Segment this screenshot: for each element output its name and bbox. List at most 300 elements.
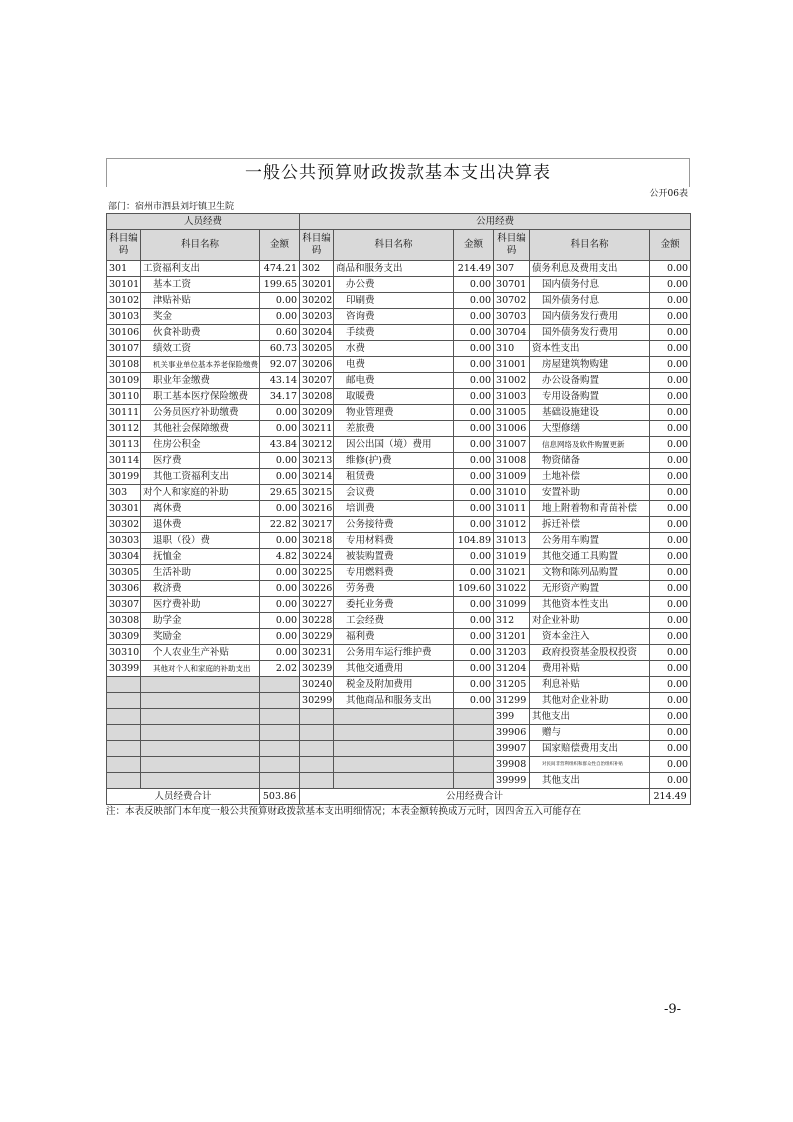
cell-name: 邮电费 [334, 373, 454, 389]
cell-name [141, 757, 260, 773]
cell-name: 其他商品和服务支出 [334, 693, 454, 709]
cell-code: 31006 [494, 421, 530, 437]
header-code: 科目编码 [300, 230, 334, 261]
cell-amount [454, 725, 494, 741]
table-row [107, 405, 691, 421]
cell-name: 其他支出 [530, 773, 650, 789]
cell-name: 商品和服务支出 [334, 261, 454, 277]
cell-amount: 0.00 [454, 613, 494, 629]
cell-amount: 43.14 [260, 373, 300, 389]
cell-code: 30703 [494, 309, 530, 325]
form-number: 公开06表 [649, 189, 688, 199]
table-row [107, 261, 691, 277]
cell-name: 退职（役）费 [141, 533, 260, 549]
cell-name [334, 773, 454, 789]
cell-amount: 0.00 [650, 405, 691, 421]
public-total-amount: 214.49 [650, 789, 691, 805]
cell-code: 31022 [494, 581, 530, 597]
cell-amount: 0.00 [650, 661, 691, 677]
cell-code: 31201 [494, 629, 530, 645]
cell-amount: 0.00 [454, 485, 494, 501]
personnel-total-label: 人员经费合计 [107, 789, 260, 805]
cell-code: 31010 [494, 485, 530, 501]
cell-amount: 0.00 [454, 645, 494, 661]
table-row [107, 661, 691, 677]
public-total-label: 公用经费合计 [300, 789, 650, 805]
cell-name: 基本工资 [141, 277, 260, 293]
cell-name: 印刷费 [334, 293, 454, 309]
table-row [107, 421, 691, 437]
cell-name: 其他支出 [530, 709, 650, 725]
table-row [107, 597, 691, 613]
cell-name: 培训费 [334, 501, 454, 517]
cell-name: 奖励金 [141, 629, 260, 645]
cell-code: 31005 [494, 405, 530, 421]
cell-name [334, 741, 454, 757]
table-row [107, 693, 691, 709]
cell-code: 30214 [300, 469, 334, 485]
cell-name [141, 773, 260, 789]
cell-code: 30112 [107, 421, 141, 437]
cell-code: 30228 [300, 613, 334, 629]
cell-name: 利息补贴 [530, 677, 650, 693]
cell-code: 30213 [300, 453, 334, 469]
report-title: 一般公共预算财政拨款基本支出决算表 [106, 158, 690, 187]
cell-amount [260, 709, 300, 725]
cell-name: 政府投资基金股权投资 [530, 645, 650, 661]
cell-name: 住房公积金 [141, 437, 260, 453]
cell-code: 30109 [107, 373, 141, 389]
header-code: 科目编码 [107, 230, 141, 261]
table-row [107, 517, 691, 533]
cell-code [107, 757, 141, 773]
cell-amount: 0.00 [260, 645, 300, 661]
cell-name: 因公出国（境）费用 [334, 437, 454, 453]
cell-code [107, 741, 141, 757]
table-row [107, 437, 691, 453]
cell-amount: 0.00 [454, 389, 494, 405]
cell-name: 租赁费 [334, 469, 454, 485]
cell-name: 国外债务发行费用 [530, 325, 650, 341]
cell-code: 31013 [494, 533, 530, 549]
header-name: 科目名称 [141, 230, 260, 261]
cell-code: 30239 [300, 661, 334, 677]
cell-name: 水费 [334, 341, 454, 357]
cell-amount: 0.00 [650, 309, 691, 325]
cell-code: 30303 [107, 533, 141, 549]
cell-name [141, 741, 260, 757]
cell-amount: 0.00 [650, 373, 691, 389]
cell-name: 专用材料费 [334, 533, 454, 549]
cell-code: 31011 [494, 501, 530, 517]
cell-code: 30201 [300, 277, 334, 293]
cell-amount: 0.00 [650, 517, 691, 533]
cell-name: 地上附着物和青苗补偿 [530, 501, 650, 517]
cell-name: 手续费 [334, 325, 454, 341]
cell-amount: 0.00 [650, 597, 691, 613]
cell-code: 30306 [107, 581, 141, 597]
cell-amount: 0.00 [454, 309, 494, 325]
cell-code: 30302 [107, 517, 141, 533]
cell-amount: 0.00 [260, 597, 300, 613]
cell-name: 专用燃料费 [334, 565, 454, 581]
cell-amount [260, 693, 300, 709]
cell-code: 30299 [300, 693, 334, 709]
cell-name: 咨询费 [334, 309, 454, 325]
cell-code: 30310 [107, 645, 141, 661]
cell-name: 公务接待费 [334, 517, 454, 533]
cell-name: 其他工资福利支出 [141, 469, 260, 485]
cell-name: 房屋建筑物购建 [530, 357, 650, 373]
cell-amount: 0.00 [650, 469, 691, 485]
cell-name [334, 725, 454, 741]
cell-amount: 0.00 [260, 469, 300, 485]
cell-amount [454, 741, 494, 757]
table-row [107, 581, 691, 597]
cell-name: 拆迁补偿 [530, 517, 650, 533]
table-row [107, 677, 691, 693]
cell-amount: 474.21 [260, 261, 300, 277]
cell-name: 其他对企业补助 [530, 693, 650, 709]
cell-code: 30231 [300, 645, 334, 661]
table-row [107, 325, 691, 341]
cell-name: 职业年金缴费 [141, 373, 260, 389]
cell-amount: 0.00 [454, 501, 494, 517]
cell-name: 基础设施建设 [530, 405, 650, 421]
table-row [107, 757, 691, 773]
cell-amount: 0.00 [260, 565, 300, 581]
cell-name: 费用补贴 [530, 661, 650, 677]
cell-name: 国内债务付息 [530, 277, 650, 293]
cell-name: 委托业务费 [334, 597, 454, 613]
cell-code: 31003 [494, 389, 530, 405]
cell-name: 生活补助 [141, 565, 260, 581]
cell-amount: 0.00 [454, 341, 494, 357]
department-label: 部门：宿州市泗县刘圩镇卫生院 [108, 202, 235, 212]
cell-code [300, 725, 334, 741]
cell-name: 救济费 [141, 581, 260, 597]
cell-name: 税金及附加费用 [334, 677, 454, 693]
table-row [107, 709, 691, 725]
cell-code [300, 773, 334, 789]
cell-amount: 0.00 [650, 437, 691, 453]
cell-amount: 0.00 [650, 773, 691, 789]
cell-amount: 0.00 [650, 485, 691, 501]
header-code: 科目编码 [494, 230, 530, 261]
cell-name: 国内债务发行费用 [530, 309, 650, 325]
cell-code: 307 [494, 261, 530, 277]
cell-name: 职工基本医疗保险缴费 [141, 389, 260, 405]
cell-name [141, 709, 260, 725]
table-row [107, 565, 691, 581]
cell-name: 资本金注入 [530, 629, 650, 645]
cell-code: 30226 [300, 581, 334, 597]
cell-code: 31203 [494, 645, 530, 661]
cell-code: 31204 [494, 661, 530, 677]
cell-name: 差旅费 [334, 421, 454, 437]
cell-amount: 0.00 [650, 613, 691, 629]
cell-amount: 2.02 [260, 661, 300, 677]
table-row [107, 277, 691, 293]
cell-code: 31007 [494, 437, 530, 453]
cell-name: 其他对个人和家庭的补助支出 [141, 661, 260, 677]
header-amount: 金额 [454, 230, 494, 261]
cell-amount: 43.84 [260, 437, 300, 453]
cell-code: 30399 [107, 661, 141, 677]
cell-amount: 0.00 [650, 549, 691, 565]
cell-name: 抚恤金 [141, 549, 260, 565]
cell-code: 30102 [107, 293, 141, 309]
cell-amount: 0.00 [260, 293, 300, 309]
cell-name: 其他交通工具购置 [530, 549, 650, 565]
cell-amount [454, 709, 494, 725]
cell-amount [260, 773, 300, 789]
cell-amount: 0.00 [260, 309, 300, 325]
cell-amount [260, 741, 300, 757]
cell-code: 30301 [107, 501, 141, 517]
cell-amount: 0.00 [454, 549, 494, 565]
cell-code: 30224 [300, 549, 334, 565]
cell-code [107, 693, 141, 709]
cell-code: 30217 [300, 517, 334, 533]
cell-name: 伙食补助费 [141, 325, 260, 341]
cell-code [300, 741, 334, 757]
cell-amount: 0.00 [454, 373, 494, 389]
cell-name: 医疗费补助 [141, 597, 260, 613]
table-row [107, 341, 691, 357]
cell-name: 债务利息及费用支出 [530, 261, 650, 277]
cell-amount: 0.00 [260, 581, 300, 597]
cell-amount: 0.00 [454, 469, 494, 485]
cell-amount: 0.00 [260, 629, 300, 645]
cell-code: 30702 [494, 293, 530, 309]
cell-amount: 0.00 [650, 293, 691, 309]
cell-amount: 0.00 [650, 341, 691, 357]
table-row [107, 533, 691, 549]
cell-amount: 29.65 [260, 485, 300, 501]
table-row [107, 629, 691, 645]
cell-amount: 0.00 [650, 741, 691, 757]
cell-amount: 0.00 [650, 389, 691, 405]
cell-code: 30203 [300, 309, 334, 325]
cell-code: 30110 [107, 389, 141, 405]
cell-amount [454, 773, 494, 789]
cell-amount: 0.00 [260, 421, 300, 437]
cell-code: 30199 [107, 469, 141, 485]
cell-amount: 0.00 [454, 453, 494, 469]
cell-amount: 0.00 [454, 597, 494, 613]
cell-name: 绩效工资 [141, 341, 260, 357]
cell-code: 30240 [300, 677, 334, 693]
cell-name: 奖金 [141, 309, 260, 325]
report-sheet [106, 158, 690, 819]
header-name: 科目名称 [530, 230, 650, 261]
cell-amount: 4.82 [260, 549, 300, 565]
cell-name: 大型修缮 [530, 421, 650, 437]
table-row [107, 389, 691, 405]
cell-code: 30106 [107, 325, 141, 341]
table-row [107, 725, 691, 741]
cell-amount: 0.00 [454, 565, 494, 581]
cell-amount: 0.00 [650, 453, 691, 469]
cell-amount: 0.00 [650, 261, 691, 277]
cell-code: 30308 [107, 613, 141, 629]
cell-name: 公务员医疗补助缴费 [141, 405, 260, 421]
cell-code: 30307 [107, 597, 141, 613]
cell-code: 30103 [107, 309, 141, 325]
cell-amount: 0.00 [454, 677, 494, 693]
cell-amount: 0.00 [650, 629, 691, 645]
cell-code: 31299 [494, 693, 530, 709]
cell-name [141, 677, 260, 693]
cell-amount: 0.00 [650, 277, 691, 293]
cell-name [334, 757, 454, 773]
table-row [107, 485, 691, 501]
cell-name: 信息网络及软件购置更新 [530, 437, 650, 453]
cell-code: 30209 [300, 405, 334, 421]
cell-name: 国外债务付息 [530, 293, 650, 309]
table-row [107, 549, 691, 565]
cell-name: 劳务费 [334, 581, 454, 597]
cell-name: 赠与 [530, 725, 650, 741]
cell-code [300, 709, 334, 725]
cell-code: 30212 [300, 437, 334, 453]
cell-amount: 109.60 [454, 581, 494, 597]
cell-code: 30207 [300, 373, 334, 389]
cell-amount: 0.00 [650, 693, 691, 709]
cell-name: 工资福利支出 [141, 261, 260, 277]
cell-name: 电费 [334, 357, 454, 373]
cell-amount: 0.00 [650, 725, 691, 741]
cell-code: 30211 [300, 421, 334, 437]
cell-amount: 0.00 [650, 565, 691, 581]
cell-name: 专用设备购置 [530, 389, 650, 405]
table-row [107, 469, 691, 485]
cell-name: 办公设备购置 [530, 373, 650, 389]
cell-code: 31002 [494, 373, 530, 389]
cell-code: 30225 [300, 565, 334, 581]
table-row [107, 309, 691, 325]
cell-name: 公务用车运行维护费 [334, 645, 454, 661]
cell-name: 其他社会保障缴费 [141, 421, 260, 437]
cell-code: 30215 [300, 485, 334, 501]
cell-name: 医疗费 [141, 453, 260, 469]
cell-amount [260, 725, 300, 741]
cell-code: 30227 [300, 597, 334, 613]
cell-name: 对个人和家庭的补助 [141, 485, 260, 501]
cell-name: 被装购置费 [334, 549, 454, 565]
cell-code: 30216 [300, 501, 334, 517]
cell-amount: 0.00 [260, 405, 300, 421]
cell-amount: 0.00 [454, 277, 494, 293]
cell-code: 30114 [107, 453, 141, 469]
cell-code: 30304 [107, 549, 141, 565]
cell-code: 303 [107, 485, 141, 501]
header-amount: 金额 [260, 230, 300, 261]
cell-name: 助学金 [141, 613, 260, 629]
cell-name: 津贴补贴 [141, 293, 260, 309]
cell-code: 30305 [107, 565, 141, 581]
cell-code: 30218 [300, 533, 334, 549]
cell-code: 30309 [107, 629, 141, 645]
header-amount: 金额 [650, 230, 691, 261]
cell-amount: 0.00 [650, 421, 691, 437]
cell-name: 其他交通费用 [334, 661, 454, 677]
cell-code: 39999 [494, 773, 530, 789]
cell-code: 30101 [107, 277, 141, 293]
cell-amount: 0.00 [454, 405, 494, 421]
cell-name: 文物和陈列品购置 [530, 565, 650, 581]
cell-code: 30111 [107, 405, 141, 421]
cell-name: 资本性支出 [530, 341, 650, 357]
table-row [107, 453, 691, 469]
cell-code: 31001 [494, 357, 530, 373]
cell-name: 办公费 [334, 277, 454, 293]
cell-amount: 0.00 [454, 421, 494, 437]
cell-code: 31012 [494, 517, 530, 533]
cell-amount: 0.00 [650, 581, 691, 597]
cell-amount: 0.00 [650, 709, 691, 725]
cell-code [107, 773, 141, 789]
cell-code: 39906 [494, 725, 530, 741]
cell-amount: 0.00 [260, 501, 300, 517]
cell-name: 公务用车购置 [530, 533, 650, 549]
cell-code: 30206 [300, 357, 334, 373]
cell-name: 个人农业生产补贴 [141, 645, 260, 661]
cell-code: 31205 [494, 677, 530, 693]
cell-name: 福利费 [334, 629, 454, 645]
cell-amount: 0.00 [454, 661, 494, 677]
cell-amount: 0.00 [454, 293, 494, 309]
table-row [107, 293, 691, 309]
cell-amount: 214.49 [454, 261, 494, 277]
cell-amount: 0.00 [650, 501, 691, 517]
cell-name: 其他资本性支出 [530, 597, 650, 613]
cell-code [107, 677, 141, 693]
cell-amount: 0.00 [454, 629, 494, 645]
cell-amount: 0.00 [260, 533, 300, 549]
cell-name [334, 709, 454, 725]
cell-code: 30208 [300, 389, 334, 405]
cell-amount: 34.17 [260, 389, 300, 405]
table-row [107, 645, 691, 661]
table-row [107, 613, 691, 629]
cell-code: 30108 [107, 357, 141, 373]
table-row [107, 373, 691, 389]
footnote: 注：本表反映部门本年度一般公共预算财政拨款基本支出明细情况；本表金额转换成万元时，因四舍五入可能存在 [106, 806, 582, 817]
cell-code: 310 [494, 341, 530, 357]
cell-code: 30229 [300, 629, 334, 645]
cell-amount: 0.00 [650, 677, 691, 693]
cell-amount: 0.00 [650, 357, 691, 373]
table-row [107, 773, 691, 789]
cell-code: 30107 [107, 341, 141, 357]
cell-name: 国家赔偿费用支出 [530, 741, 650, 757]
header-personnel: 人员经费 [107, 214, 300, 230]
cell-name: 离休费 [141, 501, 260, 517]
cell-amount [454, 757, 494, 773]
cell-amount: 0.00 [454, 517, 494, 533]
cell-code: 31021 [494, 565, 530, 581]
cell-name: 物业管理费 [334, 405, 454, 421]
cell-name: 退休费 [141, 517, 260, 533]
cell-code: 30204 [300, 325, 334, 341]
cell-amount: 0.00 [650, 757, 691, 773]
cell-code: 30701 [494, 277, 530, 293]
cell-code [300, 757, 334, 773]
cell-amount: 60.73 [260, 341, 300, 357]
cell-amount: 0.00 [650, 325, 691, 341]
